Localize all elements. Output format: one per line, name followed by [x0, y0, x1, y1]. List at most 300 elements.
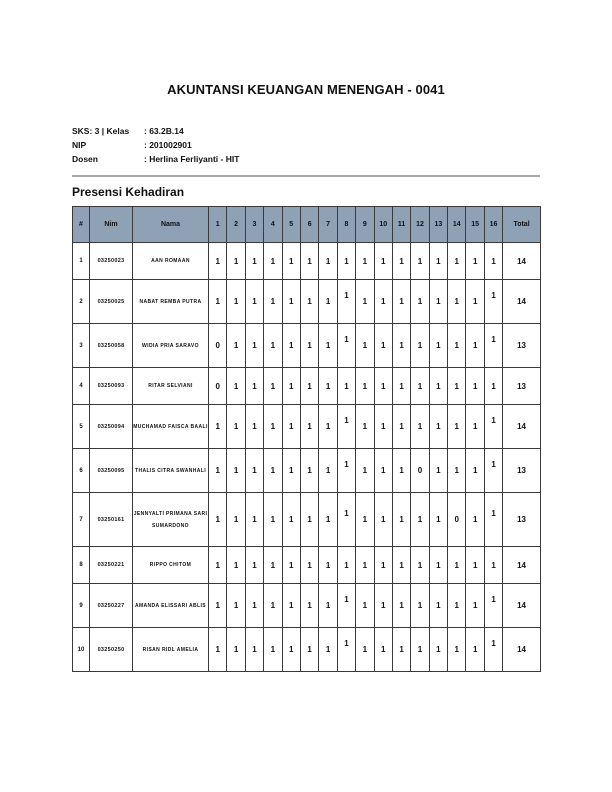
row-number: 4	[73, 368, 90, 405]
attendance-mark-value: 1	[252, 422, 257, 431]
attendance-mark-value: 1	[270, 341, 276, 350]
attendance-mark-value: 1	[325, 297, 331, 306]
attendance-mark	[337, 280, 355, 324]
student-nim: 03250221	[90, 547, 133, 584]
attendance-mark	[227, 324, 245, 368]
attendance-mark	[429, 243, 447, 280]
attendance-mark-value: 1	[472, 515, 478, 524]
attendance-mark	[356, 405, 374, 449]
row-number: 6	[73, 449, 90, 493]
row-number: 7	[73, 493, 90, 547]
student-nim: 03250250	[90, 628, 133, 672]
attendance-mark-value: 1	[436, 466, 441, 475]
attendance-mark	[392, 280, 410, 324]
attendance-mark	[337, 324, 355, 368]
attendance-mark-value: 1	[362, 381, 368, 391]
attendance-mark-value: 1	[472, 256, 478, 266]
attendance-mark	[374, 628, 392, 672]
attendance-mark-value: 1	[289, 645, 294, 654]
attendance-mark	[411, 493, 429, 547]
attendance-mark-value: 1	[417, 515, 423, 524]
attendance-table	[72, 206, 541, 672]
attendance-mark-value: 1	[380, 422, 386, 431]
attendance-mark-value: 0	[215, 381, 220, 391]
attendance-mark	[319, 449, 337, 493]
attendance-mark-value: 1	[491, 416, 496, 425]
attendance-total: 14	[503, 547, 541, 584]
attendance-mark-value: 1	[325, 381, 331, 391]
attendance-mark	[374, 493, 392, 547]
attendance-mark	[245, 405, 263, 449]
attendance-mark-value: 1	[270, 601, 276, 610]
attendance-mark-value: 1	[270, 515, 276, 524]
attendance-mark-value: 1	[252, 341, 257, 350]
attendance-mark	[356, 324, 374, 368]
attendance-mark	[448, 493, 466, 547]
attendance-total: 13	[503, 449, 541, 493]
attendance-mark	[411, 584, 429, 628]
column-header: Nama	[133, 207, 209, 243]
attendance-mark-value: 1	[362, 645, 368, 654]
attendance-mark	[356, 243, 374, 280]
info-label: NIP	[72, 140, 87, 150]
attendance-total: 14	[503, 628, 541, 672]
attendance-mark-value: 1	[307, 560, 312, 570]
student-name: THALIS CITRA SWANHALI	[133, 449, 209, 493]
attendance-mark	[209, 547, 227, 584]
attendance-mark-value: 1	[270, 466, 276, 475]
attendance-mark-value: 1	[362, 341, 368, 350]
attendance-mark	[466, 449, 484, 493]
attendance-mark-value: 1	[325, 645, 331, 654]
attendance-mark	[429, 405, 447, 449]
attendance-mark	[264, 368, 282, 405]
attendance-mark-value: 1	[307, 515, 312, 524]
attendance-total: 13	[503, 493, 541, 547]
attendance-mark	[282, 584, 300, 628]
column-header: #	[73, 207, 90, 243]
attendance-mark	[319, 405, 337, 449]
attendance-mark	[282, 368, 300, 405]
attendance-mark	[337, 493, 355, 547]
attendance-mark-value: 1	[307, 601, 312, 610]
attendance-mark-value: 1	[436, 515, 441, 524]
attendance-mark-value: 1	[436, 560, 441, 570]
attendance-mark	[448, 368, 466, 405]
attendance-mark	[227, 243, 245, 280]
info-value: : Herlina Ferliyanti - HIT	[144, 154, 240, 164]
attendance-mark	[319, 493, 337, 547]
attendance-mark	[300, 280, 318, 324]
attendance-mark	[356, 280, 374, 324]
attendance-mark-value: 1	[491, 509, 496, 518]
attendance-mark-value: 1	[417, 601, 423, 610]
column-header: 10	[374, 207, 392, 243]
attendance-mark	[466, 584, 484, 628]
attendance-mark-value: 1	[417, 560, 423, 570]
attendance-mark-value: 0	[454, 515, 459, 524]
attendance-mark	[300, 368, 318, 405]
attendance-mark	[411, 324, 429, 368]
attendance-mark	[466, 628, 484, 672]
attendance-mark	[429, 368, 447, 405]
attendance-mark	[227, 493, 245, 547]
attendance-mark	[466, 493, 484, 547]
attendance-mark-value: 1	[344, 291, 349, 300]
column-header: 7	[319, 207, 337, 243]
attendance-mark-value: 1	[344, 416, 349, 425]
attendance-mark-value: 1	[307, 645, 312, 654]
attendance-mark-value: 1	[472, 341, 478, 350]
attendance-mark-value: 1	[436, 381, 441, 391]
attendance-mark-value: 1	[472, 560, 478, 570]
attendance-mark-value: 1	[233, 466, 239, 475]
column-header: 15	[466, 207, 484, 243]
attendance-mark	[282, 324, 300, 368]
attendance-mark	[429, 324, 447, 368]
attendance-mark-value: 1	[252, 601, 257, 610]
table-header-row	[73, 207, 541, 243]
attendance-mark-value: 1	[325, 341, 331, 350]
attendance-mark	[411, 405, 429, 449]
attendance-mark	[209, 584, 227, 628]
column-header: 1	[209, 207, 227, 243]
table-row	[73, 243, 541, 280]
attendance-mark-value: 1	[362, 422, 368, 431]
attendance-mark	[484, 584, 502, 628]
attendance-mark-value: 1	[270, 256, 276, 266]
attendance-mark	[374, 368, 392, 405]
attendance-mark	[484, 243, 502, 280]
column-header: 5	[282, 207, 300, 243]
attendance-mark-value: 1	[252, 645, 257, 654]
attendance-mark-value: 1	[399, 381, 404, 391]
student-nim: 03250227	[90, 584, 133, 628]
attendance-mark	[448, 584, 466, 628]
attendance-mark	[392, 324, 410, 368]
table-row	[73, 493, 541, 547]
attendance-total: 14	[503, 243, 541, 280]
column-header: 3	[245, 207, 263, 243]
attendance-mark	[245, 243, 263, 280]
attendance-mark-value: 1	[344, 560, 349, 570]
attendance-mark	[466, 405, 484, 449]
attendance-mark-value: 1	[270, 560, 276, 570]
attendance-mark	[282, 243, 300, 280]
student-name: RIPPO CHITOM	[133, 547, 209, 584]
attendance-mark	[374, 584, 392, 628]
table-row	[73, 584, 541, 628]
attendance-mark-value: 1	[380, 297, 386, 306]
attendance-mark-value: 0	[417, 466, 423, 475]
attendance-mark	[245, 324, 263, 368]
attendance-mark	[209, 493, 227, 547]
attendance-mark	[300, 493, 318, 547]
attendance-mark-value: 1	[362, 560, 368, 570]
attendance-mark	[337, 405, 355, 449]
attendance-mark-value: 1	[344, 595, 349, 604]
attendance-mark-value: 1	[233, 422, 239, 431]
column-header: 13	[429, 207, 447, 243]
attendance-mark-value: 1	[399, 256, 404, 266]
attendance-mark-value: 1	[233, 256, 239, 266]
attendance-mark-value: 1	[233, 645, 239, 654]
attendance-mark	[227, 449, 245, 493]
attendance-mark-value: 1	[380, 466, 386, 475]
attendance-mark	[429, 628, 447, 672]
attendance-mark-value: 1	[325, 466, 331, 475]
attendance-mark-value: 1	[491, 595, 496, 604]
attendance-mark	[264, 493, 282, 547]
attendance-mark	[245, 584, 263, 628]
attendance-mark	[337, 449, 355, 493]
attendance-mark	[448, 547, 466, 584]
attendance-mark-value: 1	[270, 297, 276, 306]
attendance-mark-value: 1	[289, 560, 294, 570]
table-body	[73, 243, 541, 672]
attendance-mark-value: 1	[491, 560, 496, 570]
attendance-mark-value: 1	[399, 560, 404, 570]
attendance-mark	[264, 243, 282, 280]
attendance-mark	[356, 449, 374, 493]
student-name: RITAR SELVIANI	[133, 368, 209, 405]
attendance-mark-value: 1	[454, 645, 459, 654]
attendance-mark	[411, 628, 429, 672]
info-value: : 63.2B.14	[144, 126, 184, 136]
attendance-mark-value: 1	[289, 601, 294, 610]
attendance-mark	[264, 628, 282, 672]
attendance-mark-value: 1	[270, 645, 276, 654]
info-row-dosen	[72, 152, 239, 166]
column-header: 11	[392, 207, 410, 243]
attendance-mark-value: 1	[399, 601, 404, 610]
attendance-mark	[282, 405, 300, 449]
student-name: NABAT REMBA PUTRA	[133, 280, 209, 324]
attendance-mark-value: 1	[380, 256, 386, 266]
attendance-mark-value: 1	[436, 256, 441, 266]
student-nim: 03250023	[90, 243, 133, 280]
column-header: 9	[356, 207, 374, 243]
attendance-mark	[319, 280, 337, 324]
attendance-mark-value: 1	[307, 297, 312, 306]
attendance-mark-value: 1	[325, 515, 331, 524]
column-header: 6	[300, 207, 318, 243]
attendance-mark-value: 1	[289, 515, 294, 524]
course-info	[72, 124, 239, 166]
section-title: Presensi Kehadiran	[72, 185, 185, 199]
student-name: RISAN RIDL AMELIA	[133, 628, 209, 672]
attendance-mark	[411, 547, 429, 584]
attendance-mark-value: 1	[454, 466, 459, 475]
attendance-mark	[392, 449, 410, 493]
attendance-mark-value: 1	[215, 601, 220, 610]
attendance-mark	[337, 584, 355, 628]
attendance-mark	[484, 628, 502, 672]
attendance-mark	[282, 280, 300, 324]
attendance-mark	[209, 405, 227, 449]
attendance-mark-value: 1	[417, 645, 423, 654]
attendance-total: 14	[503, 280, 541, 324]
attendance-mark-value: 1	[344, 460, 349, 469]
attendance-mark	[282, 628, 300, 672]
attendance-mark-value: 1	[344, 639, 349, 648]
attendance-mark-value: 1	[472, 466, 478, 475]
attendance-total: 13	[503, 368, 541, 405]
attendance-mark	[466, 280, 484, 324]
column-header: 14	[448, 207, 466, 243]
attendance-mark-value: 1	[233, 297, 239, 306]
attendance-mark-value: 1	[362, 256, 368, 266]
row-number: 10	[73, 628, 90, 672]
attendance-mark	[484, 405, 502, 449]
attendance-mark-value: 1	[307, 381, 312, 391]
attendance-mark	[227, 368, 245, 405]
attendance-mark-value: 1	[325, 256, 331, 266]
attendance-mark-value: 1	[417, 341, 423, 350]
attendance-mark	[319, 584, 337, 628]
attendance-mark	[319, 368, 337, 405]
attendance-mark-value: 1	[233, 560, 239, 570]
attendance-mark-value: 0	[215, 341, 220, 350]
attendance-mark	[209, 243, 227, 280]
attendance-mark	[356, 493, 374, 547]
table-row	[73, 368, 541, 405]
attendance-mark	[392, 547, 410, 584]
info-label: Dosen	[72, 154, 98, 164]
attendance-mark	[484, 449, 502, 493]
attendance-mark-value: 1	[399, 515, 404, 524]
attendance-mark-value: 1	[417, 297, 423, 306]
attendance-mark	[374, 324, 392, 368]
attendance-mark	[209, 628, 227, 672]
attendance-mark	[466, 547, 484, 584]
row-number: 1	[73, 243, 90, 280]
attendance-mark	[429, 584, 447, 628]
document-title: AKUNTANSI KEUANGAN MENENGAH - 0041	[167, 82, 445, 97]
attendance-mark	[300, 628, 318, 672]
row-number: 3	[73, 324, 90, 368]
attendance-mark	[356, 368, 374, 405]
table-row	[73, 324, 541, 368]
column-header: Nim	[90, 207, 133, 243]
student-nim: 03250095	[90, 449, 133, 493]
attendance-mark	[392, 368, 410, 405]
attendance-mark-value: 1	[215, 256, 220, 266]
table-row	[73, 405, 541, 449]
attendance-mark-value: 1	[215, 515, 220, 524]
attendance-mark-value: 1	[289, 297, 294, 306]
student-nim: 03250058	[90, 324, 133, 368]
attendance-mark-value: 1	[344, 509, 349, 518]
attendance-mark-value: 1	[472, 297, 478, 306]
attendance-mark-value: 1	[399, 645, 404, 654]
attendance-mark-value: 1	[252, 466, 257, 475]
attendance-mark-value: 1	[252, 560, 257, 570]
attendance-mark	[411, 449, 429, 493]
attendance-mark	[337, 243, 355, 280]
attendance-mark	[319, 628, 337, 672]
attendance-mark-value: 1	[472, 422, 478, 431]
attendance-mark-value: 1	[270, 381, 276, 391]
attendance-mark-value: 1	[325, 422, 331, 431]
attendance-mark	[245, 449, 263, 493]
attendance-mark	[411, 280, 429, 324]
attendance-mark	[392, 493, 410, 547]
attendance-mark-value: 1	[307, 422, 312, 431]
attendance-mark-value: 1	[380, 601, 386, 610]
attendance-mark	[392, 628, 410, 672]
attendance-mark-value: 1	[491, 256, 496, 266]
attendance-mark	[429, 280, 447, 324]
attendance-mark-value: 1	[252, 381, 257, 391]
table-row	[73, 547, 541, 584]
attendance-mark	[209, 324, 227, 368]
attendance-mark	[300, 405, 318, 449]
attendance-mark	[374, 547, 392, 584]
attendance-mark-value: 1	[380, 341, 386, 350]
attendance-mark-value: 1	[454, 256, 459, 266]
student-nim: 03250093	[90, 368, 133, 405]
attendance-mark	[282, 547, 300, 584]
info-row-nip	[72, 138, 239, 152]
info-label: SKS: 3 | Kelas	[72, 126, 130, 136]
attendance-mark-value: 1	[454, 601, 459, 610]
attendance-mark-value: 1	[270, 422, 276, 431]
attendance-mark	[466, 243, 484, 280]
attendance-mark	[264, 547, 282, 584]
attendance-mark-value: 1	[380, 515, 386, 524]
attendance-total: 14	[503, 405, 541, 449]
attendance-mark	[300, 584, 318, 628]
row-number: 2	[73, 280, 90, 324]
attendance-mark-value: 1	[215, 466, 220, 475]
attendance-mark	[374, 243, 392, 280]
column-header: 16	[484, 207, 502, 243]
attendance-mark	[264, 280, 282, 324]
table-row	[73, 628, 541, 672]
attendance-mark	[227, 547, 245, 584]
attendance-mark-value: 1	[491, 460, 496, 469]
attendance-mark	[264, 405, 282, 449]
attendance-mark	[484, 493, 502, 547]
attendance-mark-value: 1	[417, 422, 423, 431]
attendance-mark-value: 1	[472, 601, 478, 610]
attendance-mark	[264, 449, 282, 493]
column-header: 4	[264, 207, 282, 243]
student-name: JENNYALTI PRIMANA SARI SUMARDONO	[133, 493, 209, 547]
attendance-mark	[374, 449, 392, 493]
attendance-mark-value: 1	[454, 297, 459, 306]
attendance-mark	[448, 280, 466, 324]
attendance-mark	[245, 547, 263, 584]
column-header: 2	[227, 207, 245, 243]
attendance-mark-value: 1	[380, 645, 386, 654]
attendance-mark	[484, 280, 502, 324]
attendance-mark-value: 1	[215, 560, 220, 570]
attendance-mark-value: 1	[362, 297, 368, 306]
attendance-mark	[245, 628, 263, 672]
attendance-total: 13	[503, 324, 541, 368]
attendance-mark	[282, 449, 300, 493]
attendance-mark-value: 1	[307, 256, 312, 266]
attendance-mark	[448, 628, 466, 672]
student-nim: 03250094	[90, 405, 133, 449]
attendance-mark-value: 1	[344, 256, 349, 266]
attendance-mark	[392, 405, 410, 449]
attendance-mark	[337, 628, 355, 672]
attendance-mark	[356, 584, 374, 628]
attendance-mark-value: 1	[307, 466, 312, 475]
